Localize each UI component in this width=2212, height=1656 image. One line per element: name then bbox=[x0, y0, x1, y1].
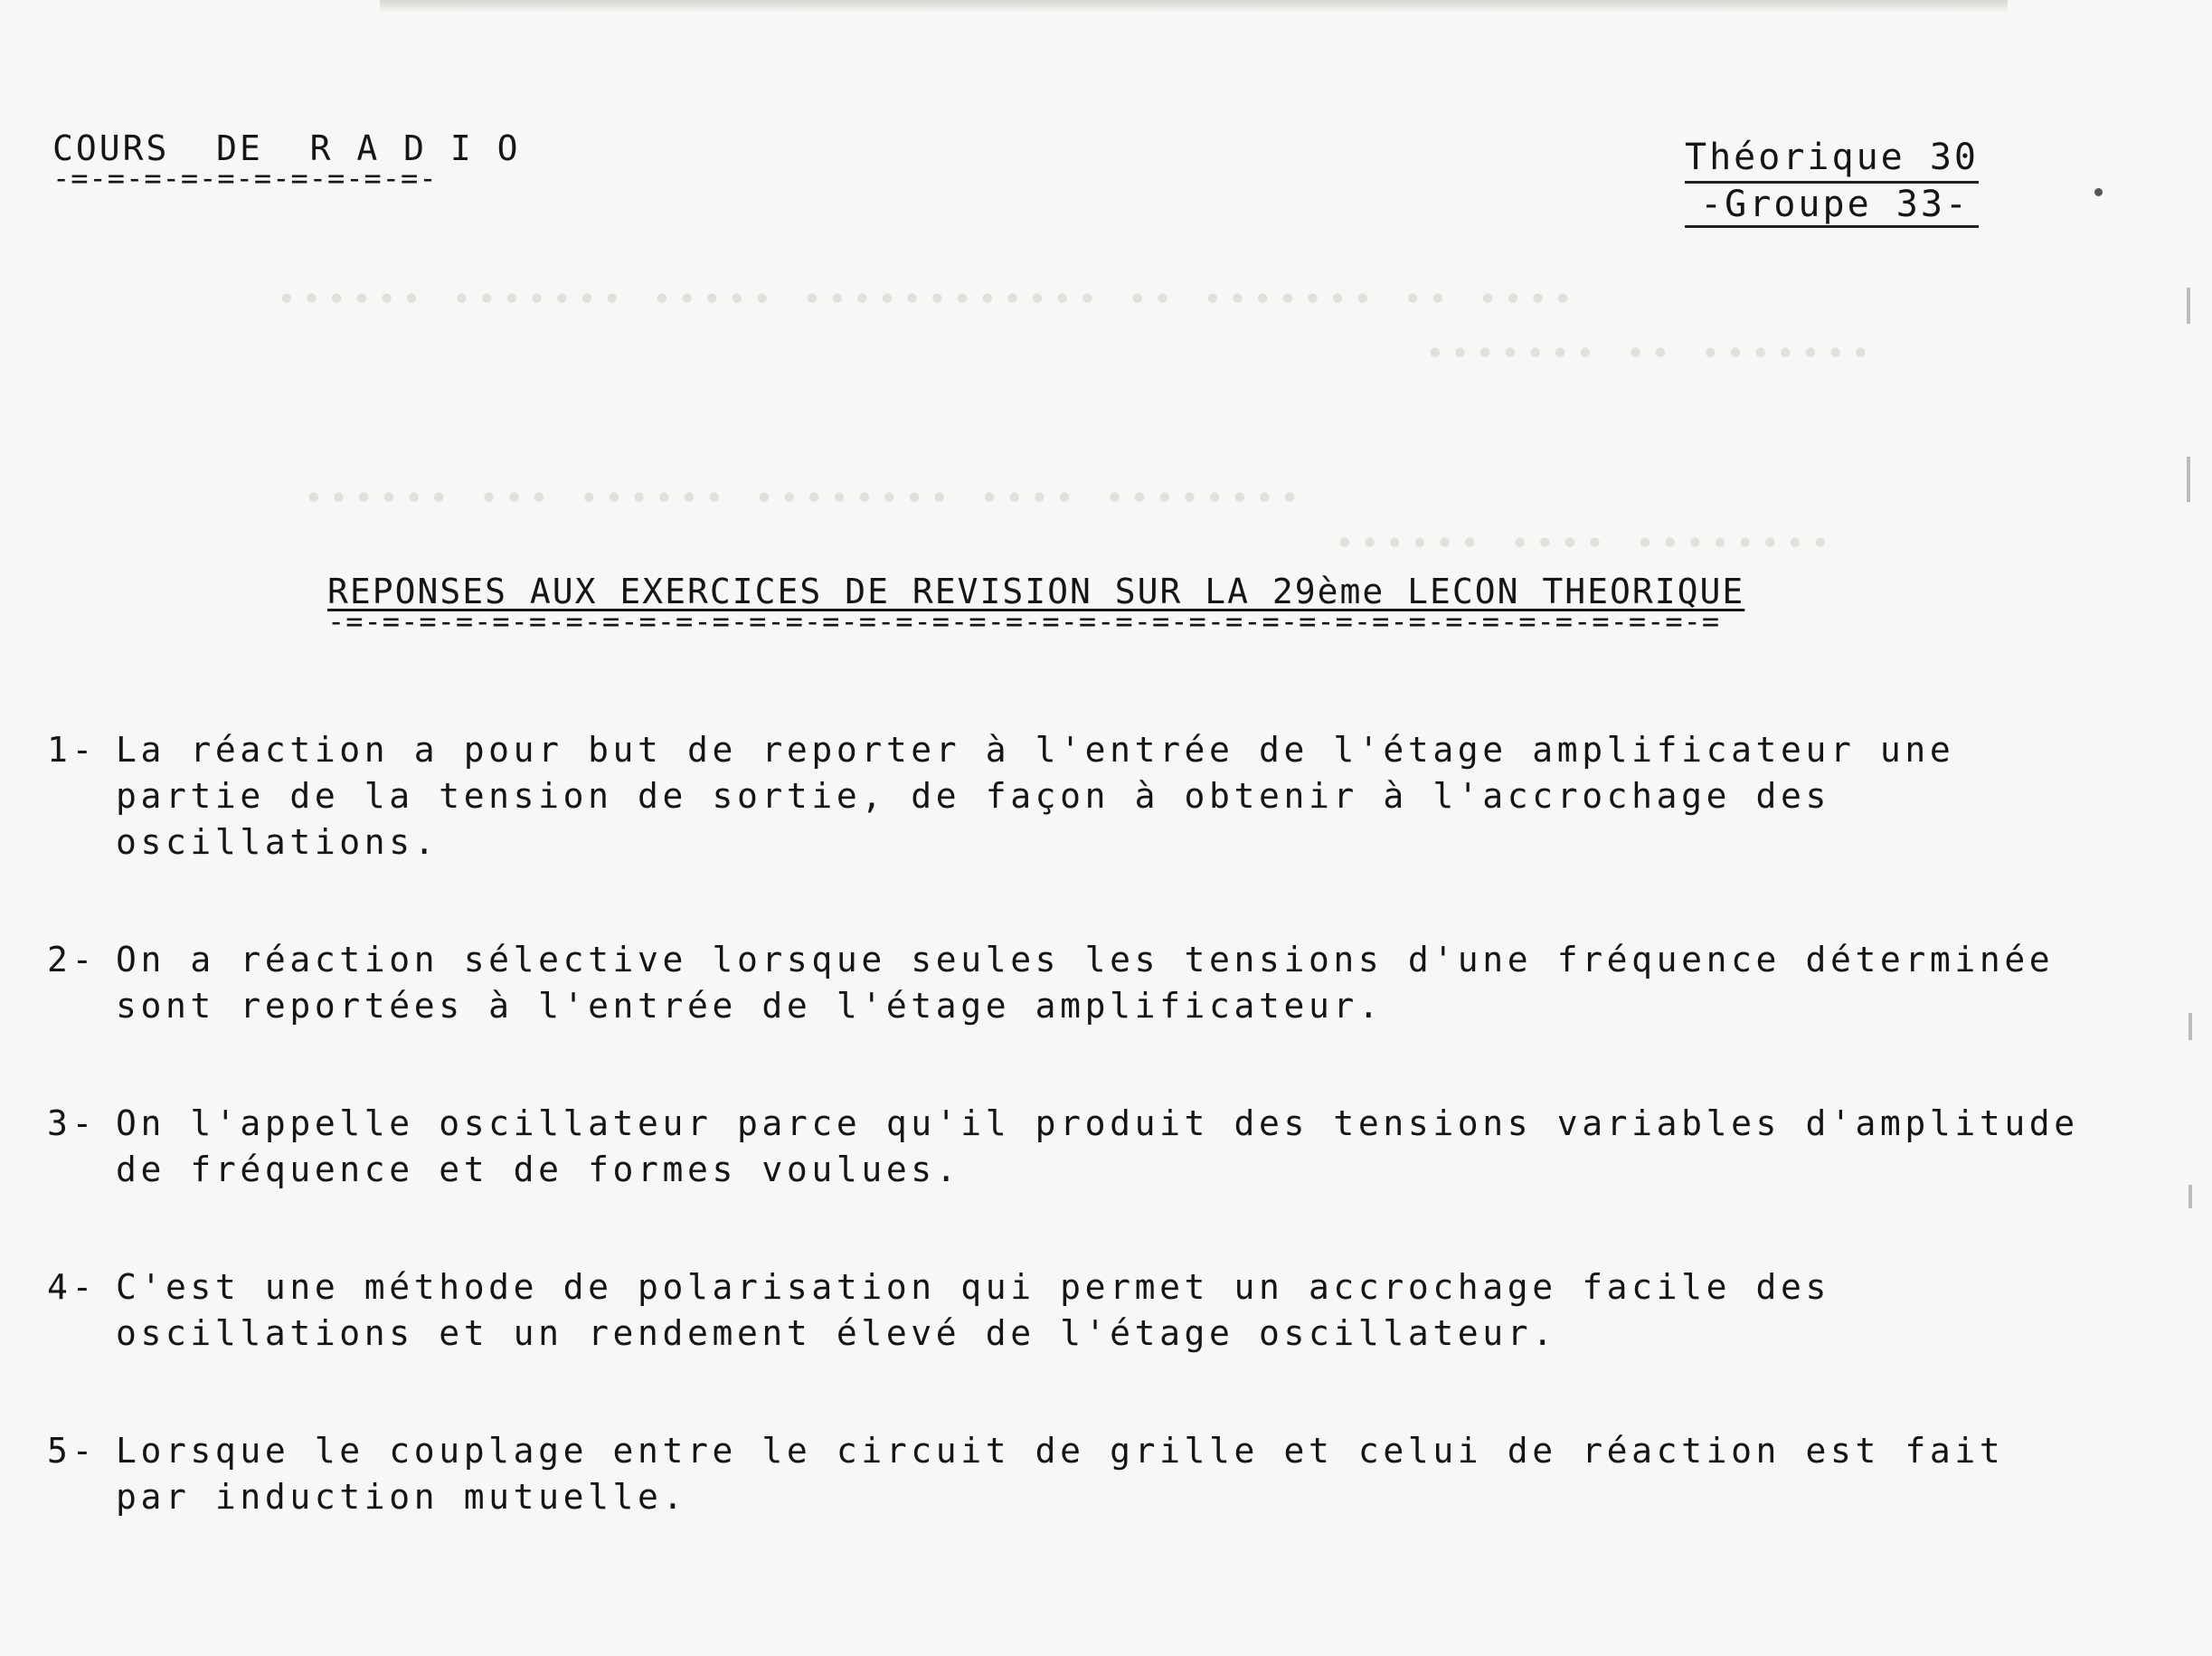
page-top-shadow bbox=[380, 0, 2008, 13]
section-heading bbox=[327, 572, 1788, 631]
answer-item bbox=[47, 1428, 2082, 1520]
section-title: REPONSES AUX EXERCICES DE REVISION SUR LA 29ème LECON THEORIQUE bbox=[327, 572, 1745, 611]
scan-edge-mark bbox=[2188, 1013, 2192, 1040]
scan-speck bbox=[2094, 188, 2103, 196]
answer-item bbox=[47, 727, 2082, 866]
bleed-through-text: ∙∙∙∙∙∙∙∙ ∙∙∙∙ ∙∙∙∙∙∙∙∙ ∙∙∙∙∙∙ ∙∙∙ ∙∙∙∙∙∙ bbox=[298, 479, 1300, 516]
bleed-through-text: ∙∙∙∙ ∙∙ ∙∙∙∙∙∙∙ ∙∙ ∙∙∙∙∙∙∙∙∙∙∙∙ ∙∙∙∙∙ ∙∙∙∙∙∙∙ ∙∙∙∙∙∙ bbox=[271, 280, 1574, 317]
answer-number: 5- bbox=[47, 1431, 97, 1471]
group-number: -Groupe 33- bbox=[1685, 184, 1979, 228]
course-title: COURS DE R A D I O bbox=[52, 128, 521, 168]
answer-text: On a réaction sélective lorsque seules les tensions d'une fréquence déterminée sont reportées à l'entrée de l'étage amplificateur. bbox=[116, 940, 2055, 1026]
answers-list bbox=[47, 727, 2082, 1592]
lesson-number: Théorique 30 bbox=[1685, 136, 1979, 184]
scan-edge-mark bbox=[2188, 1185, 2192, 1208]
answer-item bbox=[47, 1101, 2082, 1193]
answer-number: 3- bbox=[47, 1103, 97, 1143]
bleed-through-text: ∙∙∙∙∙∙∙ ∙∙ ∙∙∙∙∙∙∙ bbox=[1420, 335, 1871, 372]
answer-item bbox=[47, 937, 2082, 1029]
scan-edge-mark bbox=[2187, 288, 2190, 324]
answer-text: C'est une méthode de polarisation qui permet un accrochage facile des oscillations et un rendement élevé de l'étage oscillateur. bbox=[116, 1267, 1830, 1353]
scan-edge-mark bbox=[2187, 457, 2190, 502]
answer-text: La réaction a pour but de reporter à l'entrée de l'étage amplificateur une partie de la tension de sortie, de façon à obtenir à l'accrochage des oscillations. bbox=[116, 730, 1955, 862]
answer-number: 4- bbox=[47, 1267, 97, 1307]
bleed-through-text: ∙∙∙∙∙∙∙∙ ∙∙∙∙ ∙∙∙∙∙∙ bbox=[1329, 525, 1830, 562]
answer-number: 1- bbox=[47, 730, 97, 770]
course-heading bbox=[52, 128, 521, 188]
lesson-reference bbox=[1685, 136, 1979, 228]
answer-number: 2- bbox=[47, 940, 97, 979]
course-title-underline: -=-=-=-=-=-=-=-=-=-=- bbox=[52, 168, 438, 188]
answer-text: On l'appelle oscillateur parce qu'il produit des tensions variables d'amplitude de fréquence et de formes voulues. bbox=[116, 1103, 2079, 1189]
answer-item bbox=[47, 1264, 2082, 1357]
answer-text: Lorsque le couplage entre le circuit de grille et celui de réaction est fait par induction mutuelle. bbox=[116, 1431, 2005, 1517]
section-title-underline: -=-=-=-=-=-=-=-=-=-=-=-=-=-=-=-=-=-=-=-=-=-=-=-=-=-=-=-=-=-=-=-=-=-=-=-=-=-= bbox=[327, 611, 1721, 631]
